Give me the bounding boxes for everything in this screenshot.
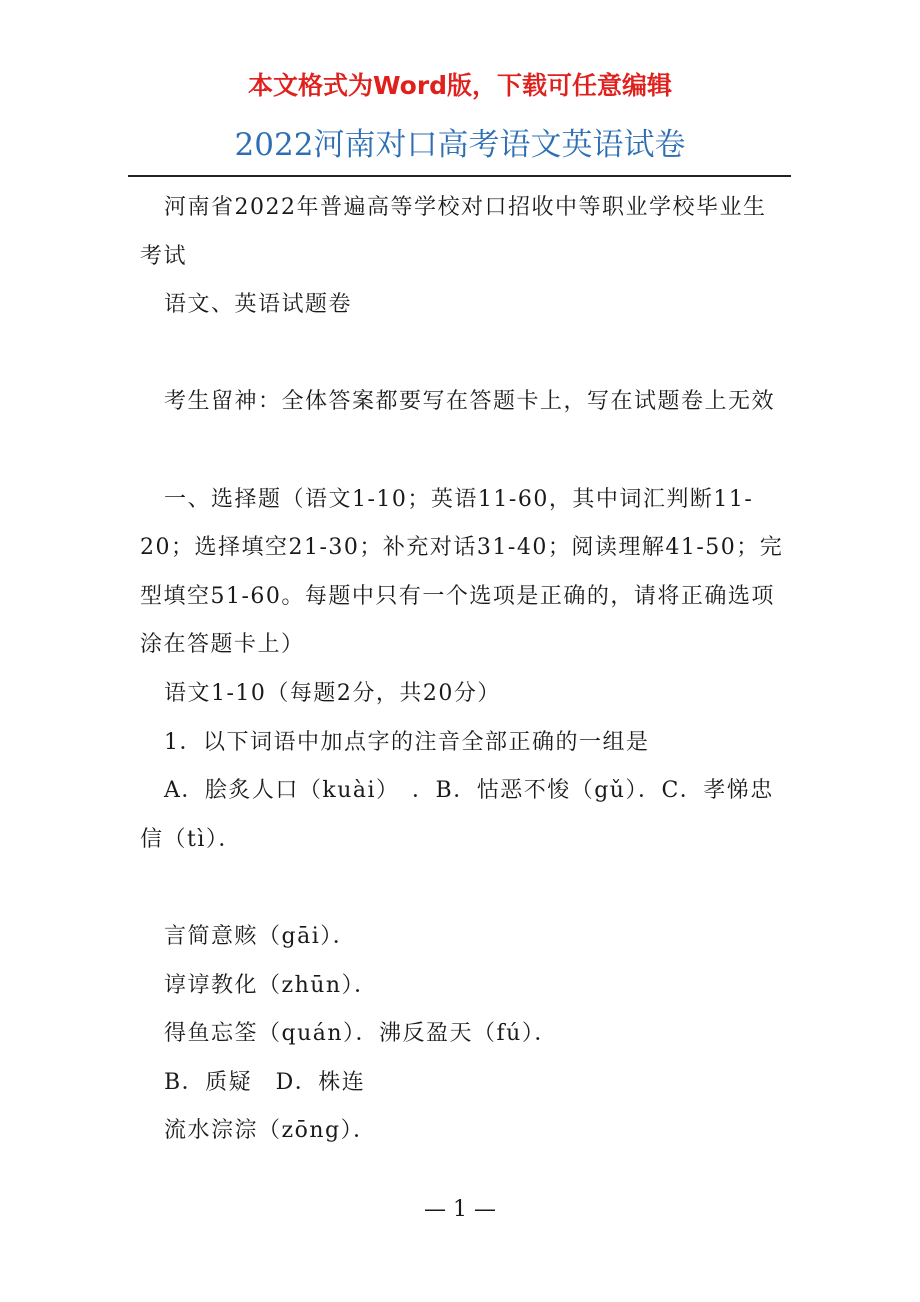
header-divider bbox=[128, 175, 791, 177]
blank-line bbox=[140, 427, 785, 476]
blank-line bbox=[140, 864, 785, 913]
blank-line bbox=[140, 330, 785, 379]
document-body bbox=[140, 184, 785, 1156]
chinese-section-heading: 语文1-10（每题2分，共20分） bbox=[164, 680, 501, 706]
question-1-option-line: 得鱼忘筌（quán）．沸反盈天（fú）． bbox=[164, 1021, 558, 1047]
question-1-option-line: 谆谆教化（zhūn）． bbox=[164, 972, 378, 998]
question-1-stem: 1．以下词语中加点字的注音全部正确的一组是 bbox=[164, 729, 650, 755]
question-1-option-line: 流水淙淙（zōng）． bbox=[164, 1118, 377, 1144]
download-banner: 本文格式为Word版，下载可任意编辑 bbox=[247, 71, 673, 100]
exam-notice: 考生留神：全体答案都要写在答题卡上，写在试题卷上无效 bbox=[164, 389, 776, 415]
question-1-option-line: B．质疑 D．株连 bbox=[164, 1069, 366, 1095]
question-1-options-line-1: A．脍炙人口（kuài） ．B．怙恶不悛（gǔ）．C．孝悌忠信（tì）． bbox=[140, 778, 774, 852]
page-number: — 1 — bbox=[424, 1197, 496, 1222]
exam-heading-paragraph: 河南省2022年普遍高等学校对口招收中等职业学校毕业生考试 bbox=[140, 195, 767, 269]
section-instructions: 一、选择题（语文1-10；英语11-60，其中词汇判断11-20；选择填空21-30；补充对话31-40；阅读理解41-50；完型填空51-60。每题中只有一个选项是正确的，请将正确选项涂在答题卡上） bbox=[140, 486, 784, 658]
document-title: 2022河南对口高考语文英语试卷 bbox=[234, 127, 686, 163]
question-1-option-line: 言简意赅（gāi）． bbox=[164, 923, 357, 949]
subject-line: 语文、英语试题卷 bbox=[164, 292, 353, 318]
